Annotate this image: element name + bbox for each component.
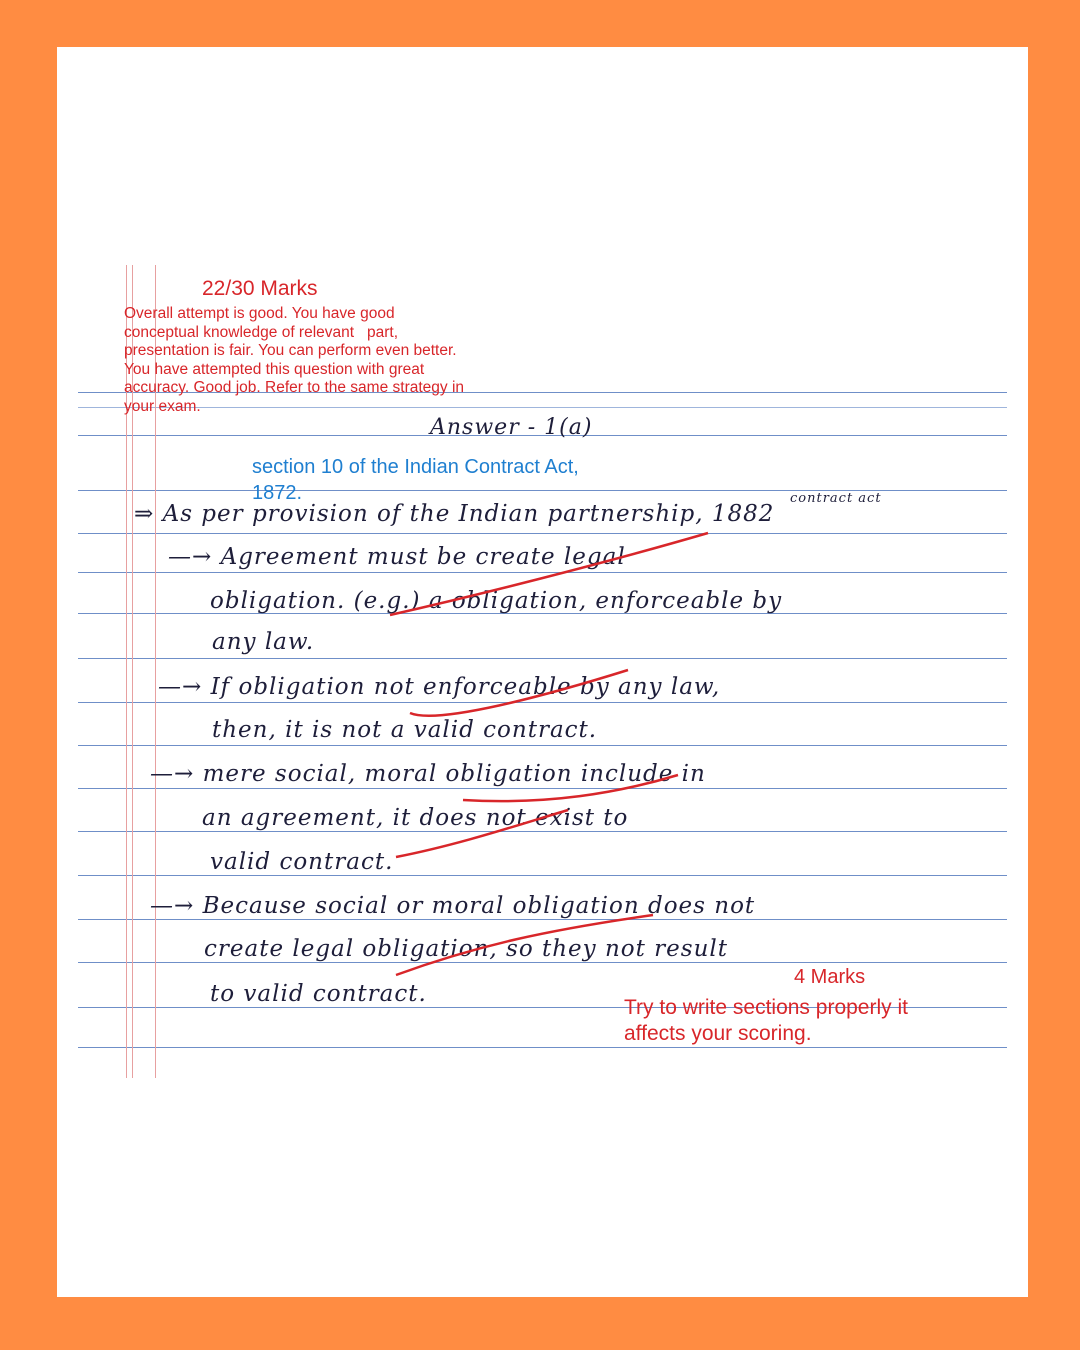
comment-line: accuracy. Good job. Refer to the same strategy in [124,379,465,396]
red-underline-stroke [410,670,628,716]
question-marks: 4 Marks [794,966,866,988]
answer-heading: Answer - 1(a) [430,415,593,440]
answer-line: —→ Agreement must be create legal [168,544,626,570]
total-marks: 22/30 Marks [202,277,318,300]
comment-line: You have attempted this question with great [124,360,425,378]
note-line: 1872. [252,482,303,504]
answer-line: an agreement, it does not exist to [202,805,629,831]
answer-line: any law. [212,629,315,655]
red-underline-stroke [463,775,678,801]
note-line: section 10 of the Indian Contract Act, [252,456,579,478]
red-underline-stroke [396,810,568,857]
red-underline-stroke [396,915,653,975]
evaluator-strokes [78,265,1007,1078]
red-underline-stroke [390,533,708,615]
comment-line: presentation is fair. You can perform even better. [124,342,457,359]
answer-line: valid contract. [210,849,394,875]
insertion-note: contract act [790,491,882,506]
comment-line: your exam. [124,397,201,415]
answer-line: ⇒ As per provision of the Indian partnership, 1882 [134,501,775,527]
comment-line: Try to write sections properly it [624,996,908,1019]
comment-line: affects your scoring. [624,1022,812,1045]
answer-line: —→ If obligation not enforceable by any law, [158,674,721,700]
answer-sheet-scan [78,265,1007,1078]
answer-line: then, it is not a valid contract. [212,717,598,743]
answer-line: —→ mere social, moral obligation include in [150,761,706,787]
answer-line: create legal obligation, so they not result [204,936,729,962]
answer-line: —→ Because social or moral obligation does not [150,893,756,919]
answer-line: to valid contract. [210,981,427,1007]
comment-line: Overall attempt is good. You have good [124,305,395,322]
answer-line: obligation. (e.g.) a obligation, enforceable by [210,588,783,614]
comment-line: conceptual knowledge of relevant part, [124,323,399,341]
